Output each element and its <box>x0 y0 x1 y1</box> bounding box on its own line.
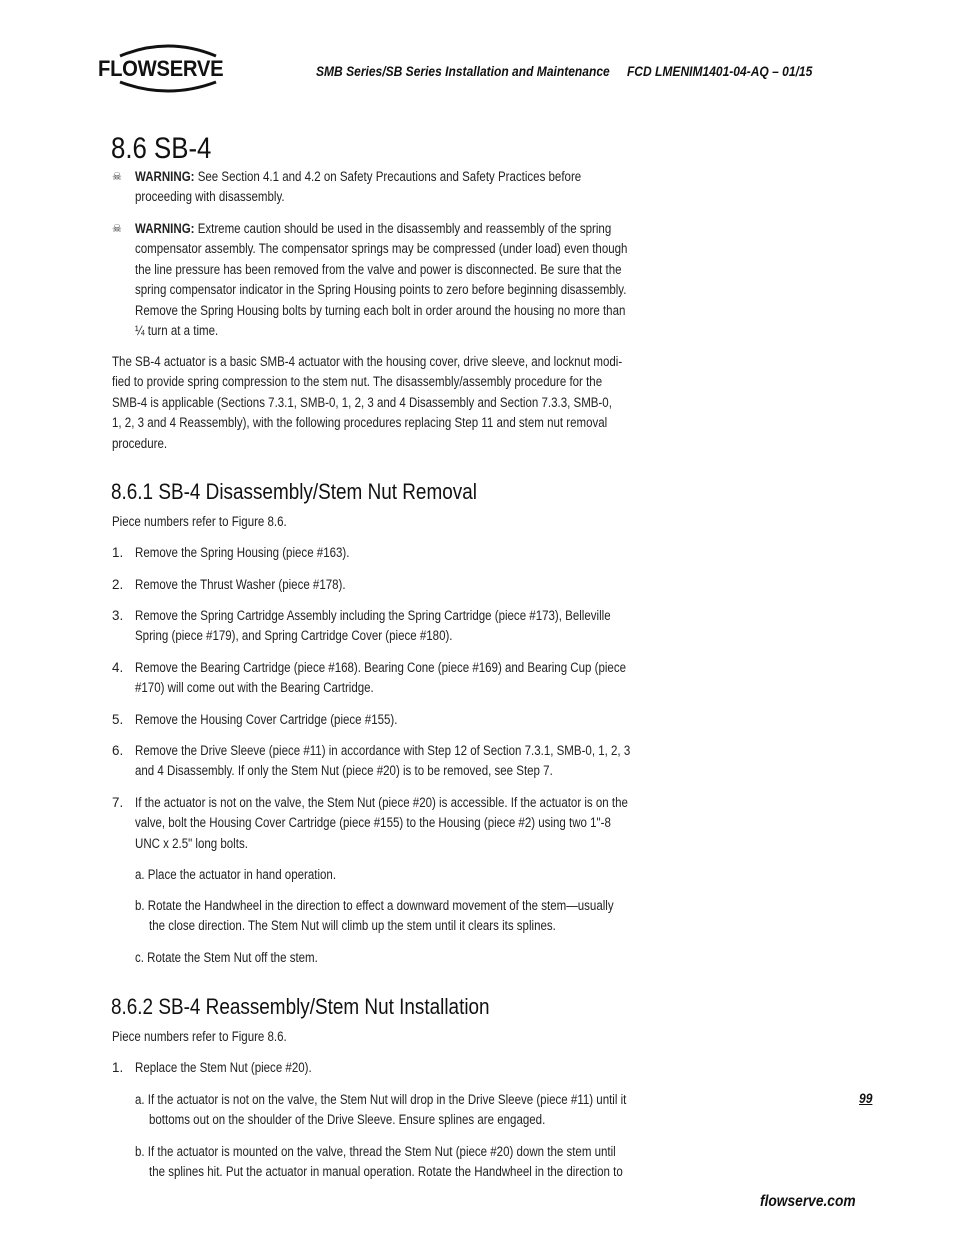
page-number: 99 <box>859 1090 873 1106</box>
step-number: 4. <box>112 660 124 675</box>
doc-code: FCD LMENIM1401-04-AQ – 01/15 <box>626 63 813 79</box>
sub-step-text: the splines hit. Put the actuator in manual operation. Rotate the Handwheel in the direction to <box>149 1164 623 1179</box>
step-text: UNC x 2.5" long bolts. <box>135 835 248 851</box>
sub-step-text: b. Rotate the Handwheel in the direction to effect a downward movement of the stem—usually <box>135 898 614 913</box>
sub-step-text: a. Place the actuator in hand operation. <box>135 867 337 882</box>
logo-text: FLOWSERVE <box>98 56 224 81</box>
step-number: 5. <box>112 712 124 727</box>
doc-title: SMB Series/SB Series Installation and Maintenance <box>316 63 610 79</box>
warning-text: the line pressure has been removed from the valve and power is disconnected. Be sure that the <box>135 261 622 277</box>
warning-2 <box>135 219 627 341</box>
step-text: Spring (piece #179), and Spring Cartridge Cover (piece #180). <box>135 628 453 644</box>
step-7 <box>135 793 628 854</box>
sub-step-text: b. If the actuator is mounted on the valve, thread the Stem Nut (piece #20) down the stem until <box>135 1144 616 1159</box>
flowserve-logo <box>98 42 238 94</box>
paragraph-line: procedure. <box>112 435 168 451</box>
step-text: and 4 Disassembly. If only the Stem Nut (piece #20) is to be removed, see Step 7. <box>135 763 553 779</box>
paragraph-line: SMB-4 is applicable (Sections 7.3.1, SMB-0, 1, 2, 3 and 4 Disassembly and Section 7.3.3, SMB-0, <box>112 394 612 410</box>
warning-skull-icon: ☠ <box>112 223 122 235</box>
step-text: If the actuator is not on the valve, the Stem Nut (piece #20) is accessible. If the actuator is on the <box>135 795 628 810</box>
step-text: Remove the Thrust Washer (piece #178). <box>135 577 346 592</box>
reassembly-step-1: Replace the Stem Nut (piece #20). <box>135 1060 312 1075</box>
paragraph-line: 1, 2, 3 and 4 Reassembly), with the following procedures replacing Step 11 and stem nut removal <box>112 415 608 431</box>
subsection-title-disassembly: 8.6.1 SB-4 Disassembly/Stem Nut Removal <box>111 479 477 504</box>
sub-step-text: bottoms out on the shoulder of the Drive Sleeve. Ensure splines are engaged. <box>149 1112 546 1127</box>
step-6 <box>135 741 630 782</box>
step-number: 2. <box>112 577 124 592</box>
step-number: 7. <box>112 795 124 810</box>
reassembly-sub-step-b <box>135 1142 616 1162</box>
sub-step-b-continued <box>149 916 556 936</box>
step-number: 1. <box>112 545 124 560</box>
sub-step-text: the close direction. The Stem Nut will climb up the stem until it clears its splines. <box>149 918 556 933</box>
step-text: #170) will come out with the Bearing Cartridge. <box>135 680 374 696</box>
step-text: valve, bolt the Housing Cover Cartridge (piece #155) to the Housing (piece #2) using two 1"-8 <box>135 815 611 831</box>
subsection-title-reassembly: 8.6.2 SB-4 Reassembly/Stem Nut Installation <box>111 994 490 1019</box>
document-header <box>316 63 812 79</box>
section-title: 8.6 SB-4 <box>111 132 212 165</box>
figure-reference: Piece numbers refer to Figure 8.6. <box>112 1029 287 1044</box>
warning-text: compensator assembly. The compensator springs may be compressed (under load) even though <box>135 241 628 257</box>
sub-step-b <box>135 896 614 916</box>
warning-text: Extreme caution should be used in the disassembly and reassembly of the spring <box>197 221 612 236</box>
warning-text: See Section 4.1 and 4.2 on Safety Precautions and Safety Practices before <box>197 169 582 184</box>
step-number: 1. <box>112 1060 124 1075</box>
sub-step-text: a. If the actuator is not on the valve, the Stem Nut will drop in the Drive Sleeve (piece #11) until it <box>135 1092 627 1107</box>
paragraph-line: fied to provide spring compression to the stem nut. The disassembly/assembly procedure for the <box>112 374 603 390</box>
warning-label: WARNING: <box>135 221 195 236</box>
sub-step-text: c. Rotate the Stem Nut off the stem. <box>135 950 318 965</box>
step-4 <box>135 658 626 699</box>
warning-text: spring compensator indicator in the Spring Housing points to zero before beginning disassembly. <box>135 282 627 298</box>
step-number: 3. <box>112 608 124 623</box>
step-text: Remove the Spring Housing (piece #163). <box>135 545 350 560</box>
reassembly-sub-step-a <box>135 1090 626 1110</box>
step-3 <box>135 606 611 647</box>
reassembly-sub-step-b-continued <box>149 1162 623 1182</box>
step-number: 6. <box>112 743 124 758</box>
step-text: Remove the Drive Sleeve (piece #11) in accordance with Step 12 of Section 7.3.1, SMB-0, 1, 2, 3 <box>135 743 631 758</box>
warning-label: WARNING: <box>135 169 195 184</box>
warning-text: Remove the Spring Housing bolts by turning each bolt in order around the housing no more than <box>135 302 626 318</box>
warning-text: proceeding with disassembly. <box>135 189 285 205</box>
step-text: Remove the Spring Cartridge Assembly including the Spring Cartridge (piece #173), Belleville <box>135 608 611 623</box>
intro-paragraph <box>112 352 622 454</box>
step-2 <box>135 575 346 595</box>
step-5 <box>135 710 397 730</box>
sub-step-c <box>135 948 318 968</box>
step-text: Remove the Bearing Cartridge (piece #168). Bearing Cone (piece #169) and Bearing Cup (piece <box>135 660 627 675</box>
sub-step-a <box>135 865 336 885</box>
warning-1 <box>135 167 581 208</box>
figure-reference: Piece numbers refer to Figure 8.6. <box>112 514 287 529</box>
step-text: Remove the Housing Cover Cartridge (piece #155). <box>135 712 398 727</box>
step-1 <box>135 543 349 563</box>
warning-text: ¼ turn at a time. <box>135 323 219 339</box>
reassembly-sub-step-a-continued <box>149 1110 545 1130</box>
warning-skull-icon: ☠ <box>112 171 122 183</box>
paragraph-line: The SB-4 actuator is a basic SMB-4 actuator with the housing cover, drive sleeve, and locknut modi- <box>112 354 623 369</box>
website-link[interactable]: flowserve.com <box>760 1193 856 1210</box>
